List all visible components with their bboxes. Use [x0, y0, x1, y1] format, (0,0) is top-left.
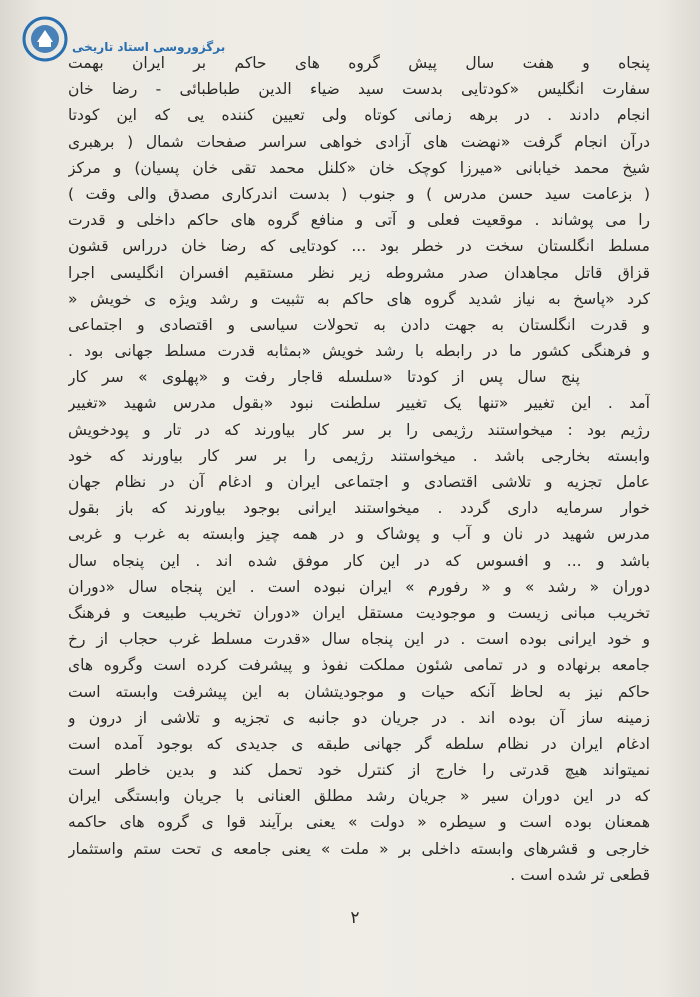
- text-line-22: تخریب مبانی زیست و موجودیت مستقل ایران «دوران تخریب طبیعت و فرهنگ: [68, 603, 650, 622]
- text-line-20: باشد و ... و افسوس که در این کار موفق شده اند . این پنجاه سال: [68, 551, 650, 570]
- text-line-25: حاکم نیز به لحاظ آنکه حیات و موجودیتشان به این پیشرفت وابسته است: [68, 682, 650, 701]
- text-line-16: وابسته بخارجی باشد . میخواستند رژیمی را بر سر کار بیاورند که خود: [68, 446, 650, 465]
- text-line-32: قطعی تر شده است .: [510, 865, 650, 884]
- watermark-text: برگزوروسی استاد تاریخی: [72, 40, 226, 54]
- text-line-1: پنجاه و هفت سال پیش گروه های حاکم بر ایران بهمت: [68, 54, 650, 72]
- text-line-26: زمینه ساز آن بوده اند . در جریان دو جانبه ی تجزیه و تلاشی از درون و: [68, 708, 650, 727]
- text-line-2: سفارت انگلیس «کودتایی بدست سید ضیاء الدین طباطبائی - رضا خان: [68, 80, 650, 99]
- text-line-11: و قدرت انگلستان به جهت دادن به تحولات سیاسی و اقتصادی و اجتماعی: [68, 315, 650, 334]
- text-line-14: آمد . این تغییر «تنها یک تغییر سلطنت نبود «بقول مدرس شهید «تغییر: [68, 394, 650, 413]
- text-line-4: درآن انجام گرفت «نهضت های آزادی خواهی سراسر صفحات شمال ( برهبری: [68, 132, 650, 151]
- text-line-28: نمیتواند هیچ قدرتی را خارج از کنترل خود تحمل کند و بدین خاطر است: [68, 761, 650, 780]
- text-line-6: ( بزعامت سید حسن مدرس ) و جنوب ( بدست اندرکاری مصدق والی وقت ): [68, 184, 650, 203]
- page-number: ۲: [350, 908, 360, 928]
- text-line-30: همعنان بوده است و سیطره « دولت » یعنی برآیند قوا ی گروه های حاکمه: [68, 813, 650, 832]
- text-line-15: رژیم بود : میخواستند رژیمی را بر سر کار بیاورند که در تار و پودخویش: [68, 420, 650, 439]
- text-line-12: و فرهنگی کشور ما در رابطه با رشد خویش «بمثابه قدرت مسلط جهانی بود .: [68, 342, 650, 361]
- circular-seal-icon: [22, 16, 68, 62]
- body-text: [68, 50, 650, 888]
- text-line-24: جامعه برنهاده و در تمامی شئون مملکت نفوذ و پیشرفت کرده است وگروه های: [68, 656, 650, 675]
- text-line-21: دوران « رشد » و « رفورم » ایران نبوده است . این پنجاه سال «دوران: [68, 577, 650, 596]
- text-line-18: خوار سرمایه داری گردد . میخواستند ایرانی بوجود بیاورند که باز بقول: [68, 499, 650, 518]
- text-line-29: که در این دوران سیر « جریان رشد مطلق العنانی با جریان وابستگی ایران: [68, 787, 650, 806]
- text-line-10: کرد «پاسخ به نیاز شدید گروه های حاکم به تثبیت و رشد ویژه ی خویش «: [68, 289, 650, 308]
- text-line-9: قزاق قاتل مجاهدان صدر مشروطه زیر نظر مستقیم افسران انگلیسی اجرا: [68, 263, 650, 282]
- text-line-3: انجام دادند . در برهه زمانی کوتاه ولی تعیین کننده یی که این کودتا: [68, 106, 650, 125]
- text-line-5: شیخ محمد خیابانی «میرزا کوچک خان «کلنل محمد تقی خان پسیان) و مرکز: [68, 158, 650, 177]
- text-line-17: عامل تجزیه و تلاشی اقتصادی و اجتماعی ایران و ادغام آن در نظام جهان: [68, 473, 650, 491]
- text-line-23: و خود ایرانی بوده است . در این پنجاه سال «قدرت مسلط غرب حجاب از رخ: [68, 630, 650, 649]
- text-line-31: خارجی و قشرهای وابسته داخلی بر « ملت » یعنی جامعه ی تحت ستم واستثمار: [68, 839, 650, 858]
- text-line-27: ادغام ایران در نظام سلطه گر جهانی طبقه ی جدیدی که بوجود آمده است: [68, 734, 650, 753]
- text-line-19: مدرس شهید در نان و آب و پوشاک و در همه چیز وابسته به غرب و غربی: [68, 525, 650, 544]
- text-line-8: مسلط انگلستان سخت در خطر بود ... کودتایی که رضا خان درراس قشون: [68, 237, 650, 256]
- text-line-7: را می پوشاند . موقعیت فعلی و آتی و منافع گروه های حاکم داخلی و قدرت: [68, 211, 650, 230]
- text-line-13: پنج سال پس از کودتا «سلسله قاجار رفت و «پهلوی » سر کار: [68, 368, 580, 387]
